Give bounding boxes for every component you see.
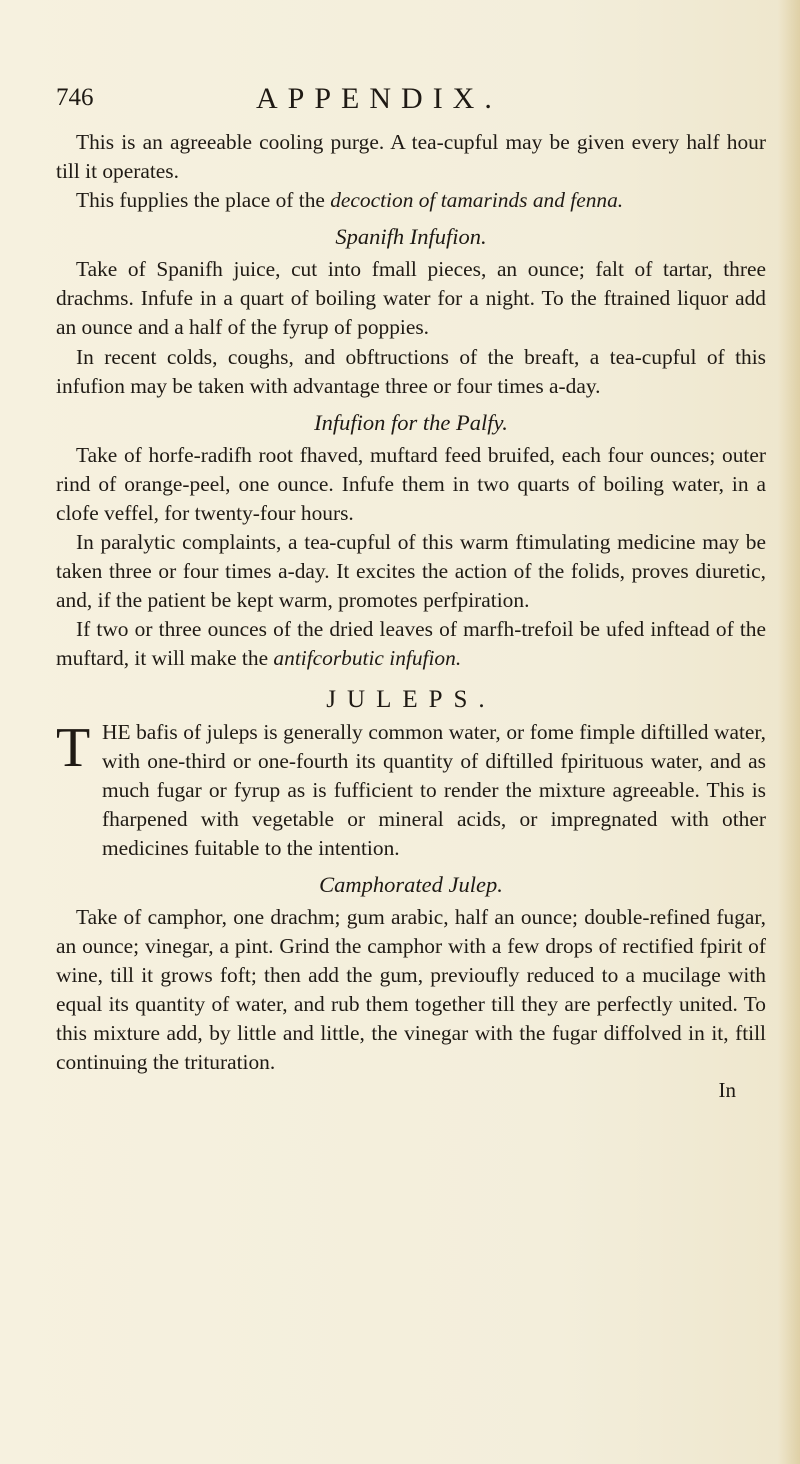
paragraph-antiscorbutic-text: If two or three ounces of the dried leaves of marfh-trefoil be ufed inftead of the muftard, it will make the [56, 617, 766, 671]
paragraph-supplies [56, 186, 766, 215]
heading-camphorated-julep: Camphorated Julep. [319, 871, 503, 897]
paragraph-juleps-basis-text: HE bafis of juleps is generally common water, or fome fimple diftilled water, with one-third or one-fourth its quantity of diftilled fpirituous water, and as much fugar or fyrup as is fufficient to render the mixture agreeable. This is fharpened with vegetable or mineral acids, or impregnated with other medicines fuitable to the intention. [102, 719, 766, 860]
paragraph-supplies-text: This fupplies the place of the [76, 188, 331, 213]
page-header [56, 82, 756, 122]
paragraph-antiscorbutic [56, 615, 766, 673]
paragraph-supplies-italic: decoction of tamarinds and fenna. [330, 188, 624, 213]
catchword: In [718, 1077, 736, 1102]
paragraph-juleps-basis [56, 718, 766, 863]
heading-spanish-infusion: Spanifh Infufion. [335, 224, 487, 250]
page-number: 746 [56, 84, 94, 111]
page-body [56, 128, 766, 1102]
drop-cap: T [56, 716, 91, 779]
section-title-juleps: JULEPS. [326, 685, 496, 713]
running-title: APPENDIX. [256, 82, 502, 115]
paragraph-palsy-use: In paralytic complaints, a tea-cupful of this warm ftimulating medicine may be taken three or four times a-day. It excites the action of the folids, proves diuretic, and, if the patient be kept warm, promotes perfpiration. [56, 530, 766, 613]
paragraph-antiscorbutic-italic: antifcorbutic infufion. [273, 646, 462, 671]
page-edge-shadow [778, 0, 800, 1464]
paragraph-spanish-use: In recent colds, coughs, and obftructions of the breaft, a tea-cupful of this infufion may be taken with advantage three or four times a-day. [56, 344, 766, 398]
paragraph-purge: This is an agreeable cooling purge. A tea-cupful may be given every half hour till it operates. [56, 130, 766, 184]
paragraph-camphor-recipe: Take of camphor, one drachm; gum arabic, half an ounce; double-refined fugar, an ounce; vinegar, a pint. Grind the camphor with a few drops of rectified fpirit of wine, till it grows foft; then add the gum, previoufly reduced to a mucilage with equal its quantity of water, and rub them together till they are perfectly united. To this mixture add, by little and little, the vinegar with the fugar diffolved in it, ftill continuing the trituration. [56, 904, 766, 1075]
heading-palsy-infusion: Infufion for the Palfy. [314, 409, 508, 435]
paragraph-palsy-recipe: Take of horfe-radifh root fhaved, muftard feed bruifed, each four ounces; outer rind of orange-peel, one ounce. Infufe them in two quarts of boiling water, in a clofe veffel, for twenty-four hours. [56, 442, 766, 525]
paragraph-spanish-recipe: Take of Spanifh juice, cut into fmall pieces, an ounce; falt of tartar, three drachms. Infufe in a quart of boiling water for a night. To the ftrained liquor add an ounce and a half of the fyrup of poppies. [56, 257, 766, 340]
